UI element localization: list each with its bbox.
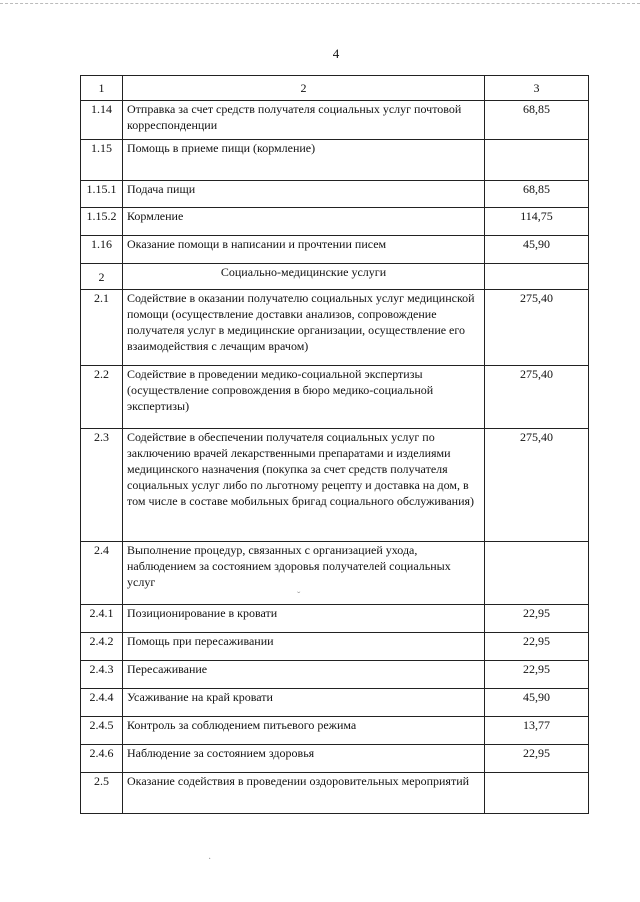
- header-col-price: 3: [485, 76, 589, 101]
- row-price: 22,95: [485, 661, 589, 689]
- row-description: Отправка за счет средств получателя социальных услуг почтовой корреспонденции: [123, 101, 485, 140]
- row-number: 2.5: [81, 773, 123, 814]
- row-number: 2.1: [81, 290, 123, 366]
- row-number: 1.16: [81, 236, 123, 264]
- row-number: 2.4: [81, 542, 123, 605]
- row-description: Пересаживание: [123, 661, 485, 689]
- row-description: Выполнение процедур, связанных с организацией ухода, наблюдением за состоянием здоровья получателей социальных услуг: [123, 542, 485, 605]
- row-number: 2.4.2: [81, 633, 123, 661]
- row-description: Контроль за соблюдением питьевого режима: [123, 717, 485, 745]
- services-price-table: [80, 75, 589, 814]
- table-row: [81, 208, 589, 236]
- table-row: [81, 290, 589, 366]
- row-description: Наблюдение за состоянием здоровья: [123, 745, 485, 773]
- row-price: [485, 773, 589, 814]
- row-description: Усаживание на край кровати: [123, 689, 485, 717]
- table-row: [81, 717, 589, 745]
- row-price: 68,85: [485, 181, 589, 208]
- row-price: 13,77: [485, 717, 589, 745]
- row-description: Помощь в приеме пищи (кормление): [123, 140, 485, 181]
- row-description: Подача пищи: [123, 181, 485, 208]
- table-row: [81, 429, 589, 542]
- row-price: 22,95: [485, 633, 589, 661]
- row-number: 2.3: [81, 429, 123, 542]
- table-header-row: [81, 76, 589, 101]
- row-number: 1.15.1: [81, 181, 123, 208]
- table-row: [81, 633, 589, 661]
- row-number: 2: [81, 264, 123, 290]
- table-row: [81, 181, 589, 208]
- row-number: 2.4.1: [81, 605, 123, 633]
- row-price: [485, 542, 589, 605]
- row-price: 45,90: [485, 236, 589, 264]
- row-number: 1.14: [81, 101, 123, 140]
- table-row: [81, 661, 589, 689]
- row-number: 1.15.2: [81, 208, 123, 236]
- table-row: [81, 745, 589, 773]
- row-number: 2.2: [81, 366, 123, 429]
- row-price: 114,75: [485, 208, 589, 236]
- table-row: [81, 689, 589, 717]
- table-row: [81, 542, 589, 605]
- page-number: 4: [332, 46, 340, 61]
- header-col-number: 1: [81, 76, 123, 101]
- row-price: 22,95: [485, 605, 589, 633]
- row-price: 275,40: [485, 366, 589, 429]
- table-row: [81, 101, 589, 140]
- row-price: 45,90: [485, 689, 589, 717]
- row-description: Содействие в оказании получателю социальных услуг медицинской помощи (осуществление доставки анализов, сопровождение получателя услуг в медицинские организации, осуществление его взаимодействия с лечащим врачом): [123, 290, 485, 366]
- table-row: [81, 236, 589, 264]
- row-price: 275,40: [485, 290, 589, 366]
- table-row: [81, 366, 589, 429]
- row-price: 22,95: [485, 745, 589, 773]
- scan-top-edge: [0, 3, 640, 4]
- row-description: Кормление: [123, 208, 485, 236]
- row-number: 2.4.5: [81, 717, 123, 745]
- row-number: 2.4.4: [81, 689, 123, 717]
- row-number: 2.4.6: [81, 745, 123, 773]
- table-row: [81, 773, 589, 814]
- section-title: Социально-медицинские услуги: [123, 264, 485, 290]
- table-row: [81, 264, 589, 290]
- row-description: Оказание содействия в проведении оздоровительных мероприятий: [123, 773, 485, 814]
- row-description: Позиционирование в кровати: [123, 605, 485, 633]
- scan-dot: ·: [208, 854, 212, 865]
- row-price: 275,40: [485, 429, 589, 542]
- row-description: Содействие в обеспечении получателя социальных услуг по заключению врачей лекарственными препаратами и изделиями медицинского назначения (покупка за счет средств получателя социальных услуг либо по льготному рецепту и доставка на дом, в том числе в составе мобильных бригад социального обслуживания): [123, 429, 485, 542]
- row-price: [485, 264, 589, 290]
- row-description: Оказание помощи в написании и прочтении писем: [123, 236, 485, 264]
- table-row: [81, 605, 589, 633]
- row-price: 68,85: [485, 101, 589, 140]
- row-number: 1.15: [81, 140, 123, 181]
- header-col-description: 2: [123, 76, 485, 101]
- row-number: 2.4.3: [81, 661, 123, 689]
- row-description: Помощь при пересаживании: [123, 633, 485, 661]
- row-description: Содействие в проведении медико-социальной экспертизы (осуществление сопровождения в бюро медико-социальной экспертизы): [123, 366, 485, 429]
- table-row: [81, 140, 589, 181]
- row-price: [485, 140, 589, 181]
- scan-mark: ˇ: [297, 591, 301, 602]
